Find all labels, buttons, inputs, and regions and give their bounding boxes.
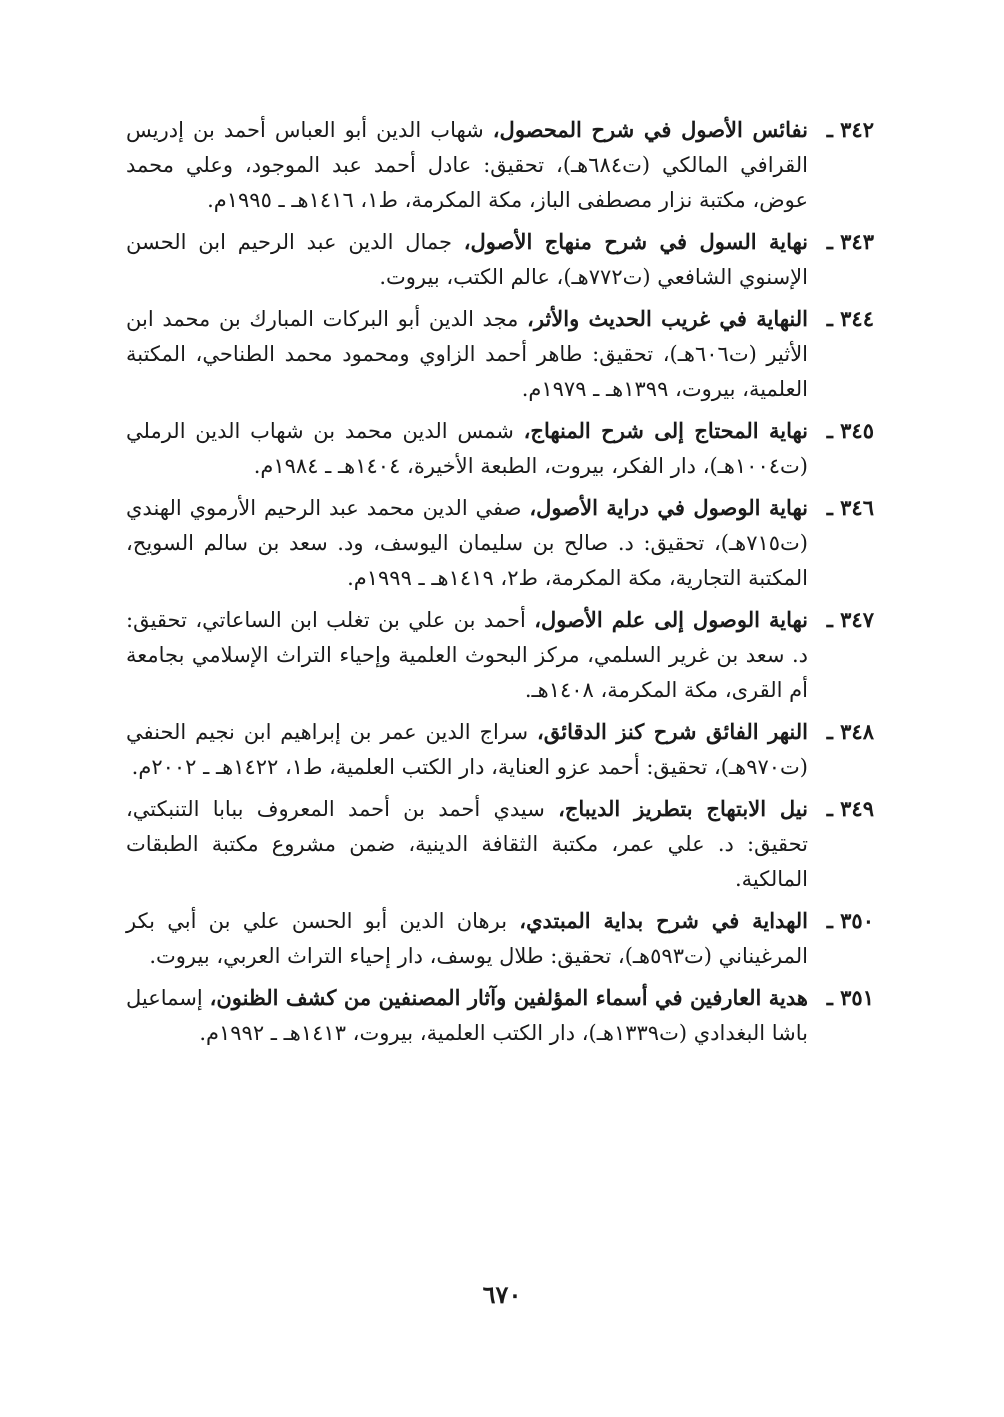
entry-title: نهاية السول في شرح منهاج الأصول،	[463, 229, 808, 254]
entry-details: أحمد بن علي بن تغلب ابن الساعاتي، تحقيق: د. سعد بن غرير السلمي، مركز البحوث العلمية وإحياء التراث الإسلامي بجامعة أم القرى، مكة المكرمة، ١٤٠٨هـ.	[126, 608, 808, 702]
entry-number: ٣٤٤ ـ	[826, 306, 874, 331]
entry-title: النهر الفائق شرح كنز الدقائق،	[536, 719, 808, 744]
bibliography-entry	[126, 301, 874, 407]
entry-number: ٣٤٥ ـ	[826, 418, 874, 443]
entry-details: إسماعيل باشا البغدادي (ت١٣٣٩هـ)، دار الكتب العلمية، بيروت، ١٤١٣هـ ـ ١٩٩٢م.	[126, 986, 808, 1045]
entry-details: صفي الدين محمد عبد الرحيم الأرموي الهندي (ت٧١٥هـ)، تحقيق: د. صالح بن سليمان اليوسف، ود. سعد بن سالم السويح، المكتبة التجارية، مكة المكرمة، ط٢، ١٤١٩هـ ـ ١٩٩٩م.	[126, 496, 808, 590]
bibliography-entry	[126, 602, 874, 708]
entry-number: ٣٤٦ ـ	[826, 495, 874, 520]
entry-number: ٣٤٨ ـ	[826, 719, 874, 744]
entry-details: سراج الدين عمر بن إبراهيم ابن نجيم الحنفي (ت٩٧٠هـ)، تحقيق: أحمد عزو العناية، دار الكتب العلمية، ط١، ١٤٢٢هـ ـ ٢٠٠٢م.	[126, 720, 808, 779]
bibliography-entry	[126, 112, 874, 218]
entry-title: نيل الابتهاج بتطريز الديباج،	[558, 796, 808, 821]
entry-details: برهان الدين أبو الحسن علي بن أبي بكر المرغيناني (ت٥٩٣هـ)، تحقيق: طلال يوسف، دار إحياء التراث العربي، بيروت.	[126, 909, 808, 968]
entry-details: مجد الدين أبو البركات المبارك بن محمد ابن الأثير (ت٦٠٦هـ)، تحقيق: طاهر أحمد الزاوي ومحمود محمد الطناحي، المكتبة العلمية، بيروت، ١٣٩٩هـ ـ ١٩٧٩م.	[126, 307, 809, 401]
bibliography-entry	[126, 413, 874, 484]
page-number: ٦٧٠	[482, 1280, 522, 1309]
entry-title: نهاية الوصول إلى علم الأصول،	[534, 607, 808, 632]
entry-title: هدية العارفين في أسماء المؤلفين وآثار المصنفين من كشف الظنون،	[209, 985, 808, 1010]
entry-title: النهاية في غريب الحديث والأثر،	[527, 306, 808, 331]
bibliography-entry	[126, 791, 874, 897]
bibliography-entry	[126, 714, 874, 785]
entry-number: ٣٥٠ ـ	[826, 908, 874, 933]
bibliography-list	[126, 112, 874, 1057]
entry-title: الهداية في شرح بداية المبتدي،	[519, 908, 808, 933]
bibliography-entry	[126, 490, 874, 596]
bibliography-entry	[126, 980, 874, 1051]
entry-number: ٣٤٢ ـ	[826, 117, 874, 142]
entry-title: نهاية الوصول في دراية الأصول،	[529, 495, 808, 520]
bibliography-entry	[126, 903, 874, 974]
entry-details: شهاب الدين أبو العباس أحمد بن إدريس القرافي المالكي (ت٦٨٤هـ)، تحقيق: عادل أحمد عبد الموجود، وعلي محمد عوض، مكتبة نزار مصطفى الباز، مكة المكرمة، ط١، ١٤١٦هـ ـ ١٩٩٥م.	[126, 118, 808, 212]
entry-number: ٣٥١ ـ	[826, 985, 874, 1010]
entry-title: نفائس الأصول في شرح المحصول،	[492, 117, 808, 142]
entry-details: شمس الدين محمد بن شهاب الدين الرملي (ت١٠٠٤هـ)، دار الفكر، بيروت، الطبعة الأخيرة، ١٤٠٤هـ ـ ١٩٨٤م.	[126, 419, 808, 478]
bibliography-entry	[126, 224, 874, 295]
entry-title: نهاية المحتاج إلى شرح المنهاج،	[523, 418, 808, 443]
entry-number: ٣٤٣ ـ	[826, 229, 874, 254]
entry-details: سيدي أحمد بن أحمد المعروف ببابا التنبكتي، تحقيق: د. علي عمر، مكتبة الثقافة الدينية، ضمن مشروع مكتبة الطبقات المالكية.	[126, 797, 808, 891]
entry-number: ٣٤٩ ـ	[826, 796, 874, 821]
entry-number: ٣٤٧ ـ	[826, 607, 874, 632]
entry-details: جمال الدين عبد الرحيم ابن الحسن الإسنوي الشافعي (ت٧٧٢هـ)، عالم الكتب، بيروت.	[126, 230, 808, 289]
